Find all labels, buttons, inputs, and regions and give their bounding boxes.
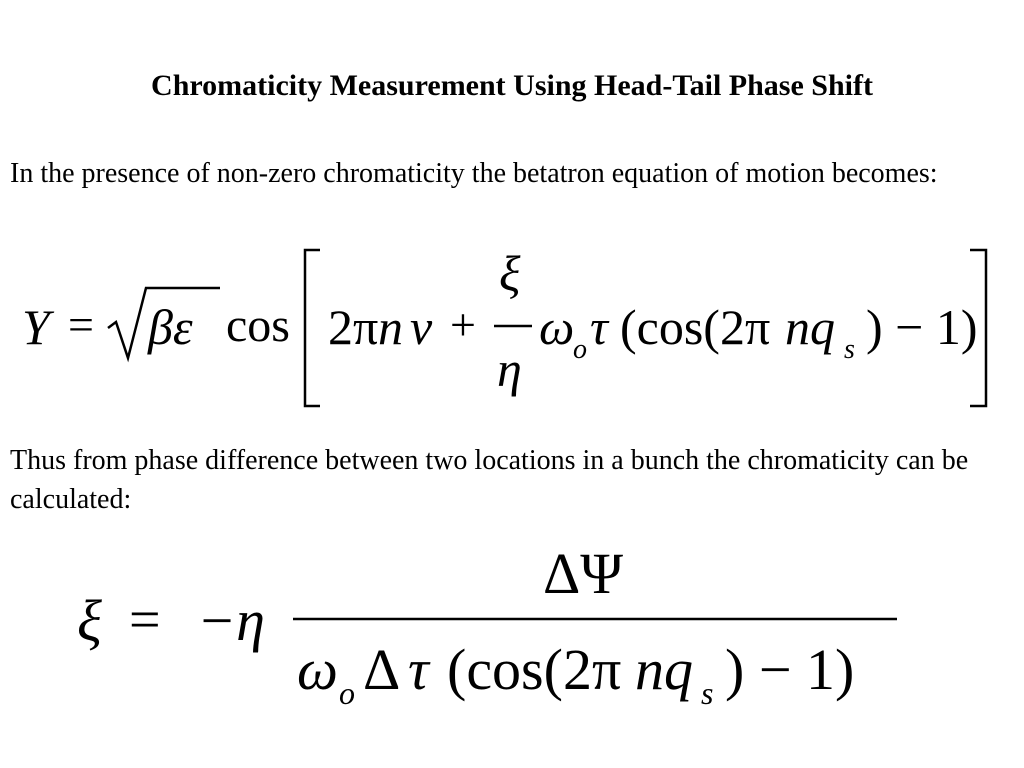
eq2-tau: τ — [408, 637, 429, 702]
eq1-n: n — [378, 299, 403, 355]
eq2-delta: Δ — [363, 637, 401, 702]
eq2-minus-eta: −η — [197, 588, 265, 653]
intro-paragraph: In the presence of non-zero chromaticity the betatron equation of motion becomes: — [10, 158, 938, 189]
eq1-equals: = — [68, 299, 94, 350]
eq2-tail: ) − 1) — [725, 637, 855, 702]
eq2-numerator-delta-psi: ΔΨ — [543, 541, 624, 606]
eq2-q-subscript: s — [701, 675, 714, 711]
eq1-two-pi: 2π — [328, 299, 379, 355]
eq1-q-subscript: s — [844, 334, 855, 365]
slide-title: Chromaticity Measurement Using Head-Tail Phase Shift — [151, 69, 873, 102]
eq1-right-bracket — [20, 246, 1000, 410]
betatron-equation — [20, 246, 1000, 410]
eq1-plus: + — [450, 299, 476, 350]
eq1-tail: ) − 1) — [866, 299, 978, 355]
eq1-tau: τ — [590, 299, 608, 355]
eq1-nq: nq — [785, 299, 835, 355]
eq2-omega-subscript: o — [339, 675, 355, 711]
eq2-nq: nq — [635, 637, 693, 702]
eq1-sqrt-argument: βε — [148, 299, 193, 355]
eq1-lhs-y: Y — [22, 299, 50, 355]
conclusion-paragraph: Thus from phase difference between two locations in a bunch the chromaticity can be calculated: — [10, 445, 969, 515]
eq2-inner-cos: (cos(2π — [447, 637, 622, 702]
eq1-cos: cos — [226, 299, 290, 352]
eq1-eta-denominator: η — [497, 341, 522, 397]
eq2-xi: ξ — [77, 588, 102, 653]
eq1-inner-cos: (cos(2π — [620, 299, 771, 355]
chromaticity-equation — [75, 541, 915, 717]
eq2-omega: ω — [297, 637, 338, 702]
eq1-nu: ν — [410, 299, 433, 355]
eq1-xi-numerator: ξ — [499, 245, 521, 301]
eq1-omega: ω — [539, 299, 575, 355]
eq1-omega-subscript: o — [573, 334, 587, 365]
eq2-equals: = — [129, 589, 161, 651]
